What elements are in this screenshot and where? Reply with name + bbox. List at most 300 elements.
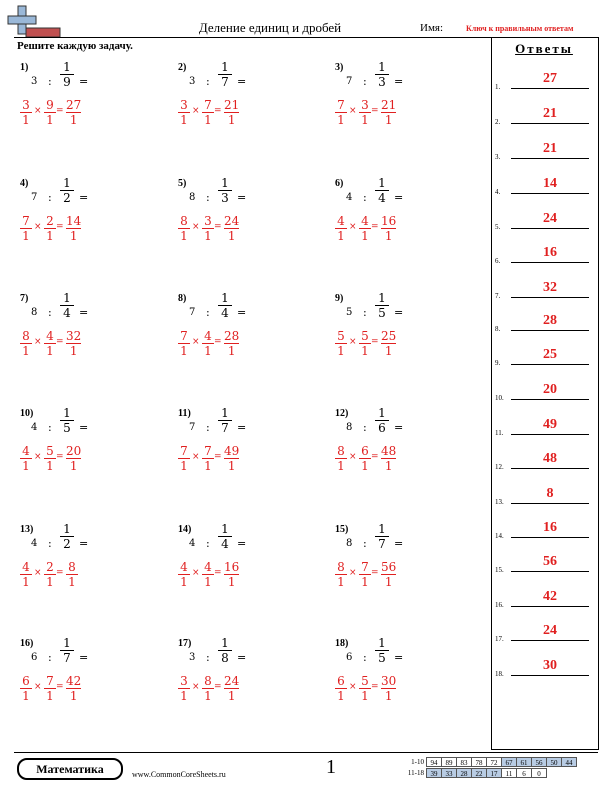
answer-value: 21 [543,106,557,121]
problem-number: 10) [20,408,34,419]
whole-number: 4 [31,538,38,549]
solution-fraction [20,214,32,243]
solution-fraction [224,214,239,243]
solution-fraction [44,214,56,243]
solution-fraction-numerator: 4 [22,560,30,574]
whole-number: 7 [189,422,196,433]
plus-logo-icon [4,4,68,38]
problem [178,293,328,393]
answer-value: 49 [543,417,557,432]
problem [20,178,170,278]
question-fraction-numerator: 1 [63,636,71,650]
divide-sign: : [363,421,367,434]
multiply-sign: × [349,337,357,347]
solution-fraction [20,674,32,703]
solution-fraction-denominator: 1 [204,229,212,243]
solution-fraction-denominator: 1 [204,344,212,358]
question-fraction-denominator: 4 [221,537,229,551]
solution-fraction-denominator: 1 [337,113,345,127]
multiply-sign: × [34,568,42,578]
divide-sign: : [206,651,210,664]
answers-title: Ответы [515,41,573,56]
solution-fraction-numerator: 3 [361,98,369,112]
solution-fraction [381,329,396,358]
question-fraction-denominator: 2 [63,537,71,551]
solution-fraction-numerator: 25 [381,329,397,343]
score-row [396,757,577,768]
answer-line [511,571,589,572]
solution-fraction-numerator: 7 [46,674,54,688]
answer-row [495,211,593,231]
answer-line [511,640,589,641]
solution-fraction-numerator: 16 [224,560,240,574]
question-fraction-numerator: 1 [378,60,386,74]
solution-fraction-denominator: 1 [180,459,188,473]
solution-fraction [335,98,347,127]
whole-number: 8 [346,538,353,549]
solution-fraction [66,444,81,473]
whole-number: 7 [346,76,353,87]
answer-row [495,71,593,91]
answer-row [495,176,593,196]
whole-number: 8 [31,307,38,318]
solution-fraction-numerator: 27 [66,98,82,112]
answer-number: 12. [495,463,504,471]
solution-fraction-denominator: 1 [46,229,54,243]
divide-sign: : [363,537,367,550]
solution-fraction-denominator: 1 [361,689,369,703]
divide-sign: : [206,191,210,204]
solution-fraction-denominator: 1 [361,575,369,589]
question-fraction [60,176,74,205]
score-cell: 61 [516,757,532,767]
whole-number: 8 [189,192,196,203]
answer-value: 14 [543,176,557,191]
solution-fraction-denominator: 1 [361,344,369,358]
solution-fraction-numerator: 4 [204,560,212,574]
question-fraction-numerator: 1 [378,406,386,420]
equals-sign: = [56,337,64,347]
solution-fraction-denominator: 1 [46,689,54,703]
solution-fraction [335,560,347,589]
question-fraction-numerator: 1 [63,522,71,536]
solution-fraction [359,214,371,243]
solution-fraction-numerator: 16 [381,214,397,228]
question-fraction [375,636,389,665]
solution-fraction-denominator: 1 [361,459,369,473]
answer-row [495,245,593,265]
solution-fraction-numerator: 5 [46,444,54,458]
solution-fraction [20,98,32,127]
solution-fraction [381,214,396,243]
score-cell: 72 [486,757,502,767]
solution-fraction-denominator: 1 [22,344,30,358]
solution-fraction-denominator: 1 [69,344,78,358]
question-fraction [375,522,389,551]
equals-sign: = [56,106,64,116]
divide-sign: : [206,421,210,434]
question-fraction-denominator: 4 [221,306,229,320]
solution-fraction [224,560,239,589]
solution-fraction [20,444,32,473]
question-fraction-numerator: 1 [378,176,386,190]
solution-fraction [359,674,371,703]
solution-fraction [359,329,371,358]
divide-sign: : [48,191,52,204]
whole-number: 3 [31,76,38,87]
divide-sign: : [48,421,52,434]
solution-fraction-denominator: 1 [22,113,30,127]
answer-line [511,228,589,229]
answer-value: 24 [543,623,557,638]
answer-value: 32 [543,280,557,295]
solution-fraction-numerator: 49 [224,444,240,458]
answer-value: 25 [543,347,557,362]
answer-row [495,313,593,333]
question-fraction-numerator: 1 [63,406,71,420]
solution-fraction-numerator: 8 [204,674,212,688]
solution-fraction-denominator: 1 [204,459,212,473]
equals-sign: = [214,106,222,116]
problem-number: 2) [178,62,187,73]
score-cell: 50 [546,757,562,767]
problem-number: 13) [20,524,34,535]
question-fraction [218,522,232,551]
score-cell: 44 [561,757,577,767]
answer-value: 48 [543,451,557,466]
problem-number: 5) [178,178,187,189]
problem [335,178,485,278]
problem-number: 3) [335,62,344,73]
solution-fraction-numerator: 6 [22,674,30,688]
question-fraction-denominator: 6 [378,421,386,435]
solution-fraction [178,444,190,473]
solution-fraction [178,674,190,703]
whole-number: 4 [31,422,38,433]
equals-sign: = [237,651,247,664]
solution-fraction-numerator: 5 [337,329,345,343]
question-fraction-denominator: 3 [378,75,386,89]
answer-row [495,280,593,300]
solution-fraction-denominator: 1 [337,689,345,703]
problem [20,524,170,624]
equals-sign: = [214,568,222,578]
answer-number: 2. [495,118,501,126]
solution-fraction [381,98,396,127]
equals-sign: = [394,421,404,434]
equals-sign: = [237,191,247,204]
answer-value: 16 [543,245,557,260]
question-fraction-denominator: 7 [221,75,229,89]
solution-fraction [335,214,347,243]
problem-number: 11) [178,408,191,419]
solution-fraction-denominator: 1 [22,575,30,589]
problem [335,62,485,162]
multiply-sign: × [192,682,200,692]
problem-number: 18) [335,638,349,649]
solution-fraction-numerator: 7 [337,98,345,112]
solution-fraction-denominator: 1 [46,344,54,358]
question-fraction-denominator: 4 [378,191,386,205]
answer-line [511,88,589,89]
solution-fraction-denominator: 1 [69,459,78,473]
answer-value: 27 [543,71,557,86]
solution-fraction [202,329,214,358]
answer-row [495,520,593,540]
whole-number: 3 [189,652,196,663]
score-cell: 33 [441,768,457,778]
solution-fraction-denominator: 1 [22,229,30,243]
solution-fraction-denominator: 1 [204,113,212,127]
question-fraction [375,291,389,320]
equals-sign: = [79,651,89,664]
solution-fraction-denominator: 1 [22,459,30,473]
solution-fraction [202,674,214,703]
score-row [396,768,577,779]
question-fraction-numerator: 1 [221,60,229,74]
divide-sign: : [48,306,52,319]
score-cell: 78 [471,757,487,767]
score-cell: 0 [531,768,547,778]
solution-fraction-numerator: 7 [204,98,212,112]
divide-sign: : [48,75,52,88]
answer-row [495,554,593,574]
score-cell: 83 [456,757,472,767]
equals-sign: = [56,452,64,462]
problem-number: 12) [335,408,349,419]
answer-number: 8. [495,325,501,333]
whole-number: 6 [346,652,353,663]
solution-fraction [359,444,371,473]
solution-fraction-denominator: 1 [384,689,393,703]
whole-number: 4 [346,192,353,203]
answer-number: 14. [495,532,504,540]
equals-sign: = [56,682,64,692]
question-fraction-denominator: 7 [221,421,229,435]
question-fraction [218,176,232,205]
answer-line [511,297,589,298]
solution-fraction-numerator: 5 [361,329,369,343]
divide-sign: : [206,306,210,319]
answer-line [511,537,589,538]
problem [178,408,328,508]
answer-line [511,262,589,263]
answer-value: 56 [543,554,557,569]
question-fraction-numerator: 1 [221,291,229,305]
multiply-sign: × [192,568,200,578]
solution-fraction-denominator: 1 [384,575,393,589]
divide-sign: : [363,651,367,664]
problem [178,178,328,278]
question-fraction-numerator: 1 [63,176,71,190]
question-fraction [375,176,389,205]
solution-fraction-numerator: 3 [22,98,30,112]
answer-number: 3. [495,153,501,161]
solution-fraction-denominator: 1 [180,229,188,243]
problem-number: 1) [20,62,29,73]
whole-number: 5 [346,307,353,318]
question-fraction-numerator: 1 [221,522,229,536]
solution-fraction-numerator: 4 [204,329,212,343]
solution-fraction [224,98,239,127]
equals-sign: = [214,337,222,347]
answer-row [495,141,593,161]
solution-fraction [178,560,190,589]
solution-fraction-numerator: 3 [180,98,188,112]
solution-fraction [359,98,371,127]
problem [335,293,485,393]
problem [335,638,485,738]
solution-fraction [66,98,81,127]
answer-number: 7. [495,292,501,300]
solution-fraction-numerator: 8 [180,214,188,228]
question-fraction-denominator: 9 [63,75,71,89]
page-number: 1 [326,756,336,778]
solution-fraction-numerator: 28 [224,329,240,343]
equals-sign: = [56,222,64,232]
solution-fraction [202,560,214,589]
equals-sign: = [237,306,247,319]
answer-number: 6. [495,257,501,265]
question-fraction [375,406,389,435]
solution-fraction-denominator: 1 [384,344,393,358]
equals-sign: = [214,222,222,232]
answer-line [511,330,589,331]
answer-row [495,451,593,471]
name-label: Имя: [420,22,444,34]
equals-sign: = [371,452,379,462]
multiply-sign: × [192,452,200,462]
solution-fraction-numerator: 4 [361,214,369,228]
equals-sign: = [371,106,379,116]
problem-number: 7) [20,293,29,304]
solution-fraction-numerator: 5 [361,674,369,688]
solution-fraction-numerator: 30 [381,674,397,688]
solution-fraction-numerator: 4 [180,560,188,574]
solution-fraction [20,560,32,589]
whole-number: 4 [189,538,196,549]
divide-sign: : [206,75,210,88]
question-fraction-denominator: 2 [63,191,71,205]
answer-value: 28 [543,313,557,328]
whole-number: 7 [31,192,38,203]
question-fraction-denominator: 5 [378,306,386,320]
solution-fraction-numerator: 7 [180,329,188,343]
whole-number: 7 [189,307,196,318]
equals-sign: = [79,537,89,550]
multiply-sign: × [34,106,42,116]
solution-fraction-numerator: 56 [381,560,397,574]
answer-line [511,193,589,194]
multiply-sign: × [349,106,357,116]
question-fraction [60,406,74,435]
equals-sign: = [394,537,404,550]
divide-sign: : [363,306,367,319]
score-cell: 6 [516,768,532,778]
solution-fraction [66,560,78,589]
answer-number: 10. [495,394,504,402]
whole-number: 3 [189,76,196,87]
equals-sign: = [371,222,379,232]
solution-fraction [224,329,239,358]
solution-fraction-numerator: 32 [66,329,82,343]
solution-fraction-numerator: 20 [66,444,82,458]
solution-fraction-numerator: 8 [68,560,76,574]
solution-fraction-numerator: 6 [361,444,369,458]
answer-value: 30 [543,658,557,673]
multiply-sign: × [192,337,200,347]
equals-sign: = [371,568,379,578]
answer-line [511,675,589,676]
answer-line [511,606,589,607]
equals-sign: = [56,568,64,578]
solution-fraction-denominator: 1 [227,575,236,589]
answer-value: 24 [543,211,557,226]
equals-sign: = [394,191,404,204]
problem-number: 9) [335,293,344,304]
solution-fraction-denominator: 1 [227,113,236,127]
score-cell: 17 [486,768,502,778]
problem-number: 14) [178,524,192,535]
equals-sign: = [394,75,404,88]
answer-number: 4. [495,188,501,196]
score-cell: 56 [531,757,547,767]
multiply-sign: × [349,568,357,578]
problem [20,293,170,393]
problem-number: 8) [178,293,187,304]
answer-line [511,503,589,504]
question-fraction [60,522,74,551]
question-fraction-denominator: 8 [221,651,229,665]
question-fraction [218,636,232,665]
multiply-sign: × [192,106,200,116]
solution-fraction-numerator: 7 [361,560,369,574]
score-cell: 28 [456,768,472,778]
solution-fraction [44,444,56,473]
answer-number: 16. [495,601,504,609]
multiply-sign: × [34,452,42,462]
problem [335,408,485,508]
problem [20,408,170,508]
question-fraction [218,291,232,320]
solution-fraction [178,98,190,127]
solution-fraction-denominator: 1 [361,229,369,243]
solution-fraction [178,329,190,358]
solution-fraction [381,674,396,703]
answer-line [511,468,589,469]
solution-fraction-numerator: 7 [204,444,212,458]
whole-number: 6 [31,652,38,663]
answer-number: 11. [495,429,504,437]
equals-sign: = [394,651,404,664]
solution-fraction-numerator: 7 [180,444,188,458]
question-fraction-numerator: 1 [221,636,229,650]
solution-fraction-numerator: 3 [204,214,212,228]
solution-fraction-numerator: 8 [22,329,30,343]
solution-fraction-denominator: 1 [69,229,78,243]
solution-fraction [44,98,56,127]
answer-line [511,434,589,435]
solution-fraction [66,674,81,703]
question-fraction-numerator: 1 [221,406,229,420]
solution-fraction [381,444,396,473]
solution-fraction-denominator: 1 [384,113,393,127]
brand-logo: Математика [17,758,123,780]
solution-fraction-denominator: 1 [361,113,369,127]
question-fraction-denominator: 4 [63,306,71,320]
equals-sign: = [214,452,222,462]
answer-number: 13. [495,498,504,506]
